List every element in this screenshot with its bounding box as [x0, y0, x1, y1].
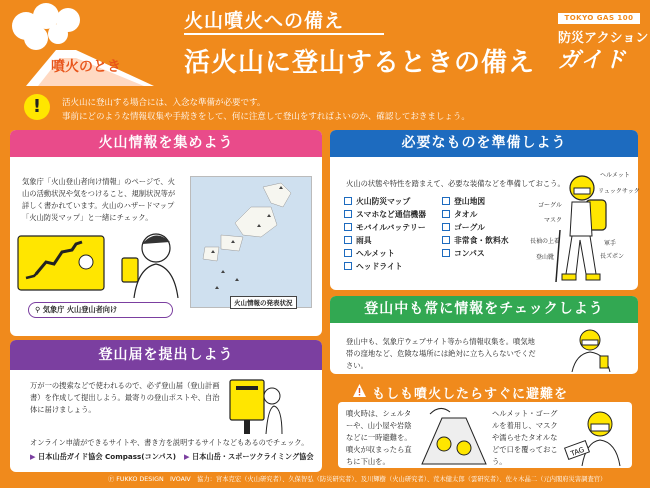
info-panel-title: 火山情報を集めよう: [10, 130, 322, 157]
japan-map-sign-illustration: [16, 232, 122, 294]
logo-mid-text: 防災アクション: [558, 31, 649, 46]
check-item[interactable]: [442, 209, 477, 220]
check-item[interactable]: [344, 248, 395, 259]
check-item-label: 非常食・飲料水: [454, 236, 509, 245]
check-item-label: スマホなど通信機器: [356, 210, 427, 219]
search-icon: ⚲: [35, 305, 43, 314]
jma-climbing-link[interactable]: [184, 452, 314, 462]
arrow-icon: ▶: [184, 452, 193, 461]
check-item[interactable]: [442, 235, 509, 246]
warning-icon: !: [24, 94, 50, 120]
jma-climbing-link-label: 日本山岳・スポーツクライミング協会: [192, 452, 314, 461]
logo-top-text: TOKYO GAS 100: [558, 13, 640, 24]
plan-online-note: オンライン申請ができるサイトや、書き方を説明するサイトなどもあるのでチェック。: [30, 438, 309, 447]
check-item[interactable]: [442, 248, 485, 259]
checkbox[interactable]: [344, 223, 352, 231]
checkbox[interactable]: [442, 210, 450, 218]
check-item-label: タオル: [454, 210, 478, 219]
eruption-panel-body-2: ヘルメット・ゴーグルを着用し、マスクや濡らせたタオルなどで口を覆っておこう。: [492, 409, 558, 466]
checkbox[interactable]: [442, 223, 450, 231]
plan-panel-body: 万が一の捜索などで使われるので、必ず登山届（登山計画書）を作成して提出しよう。最寄りの登山ポストや、自治体に届けましょう。: [30, 381, 220, 414]
gear-panel-body: 火山の状態や特性を踏まえて、必要な装備などを準備しておこう。: [346, 179, 565, 188]
person-with-phone-illustration: [108, 228, 186, 298]
volcano-info-map: [190, 176, 312, 308]
warning-triangle-icon: [352, 383, 367, 398]
sign-text: TAG: [569, 445, 586, 459]
masked-climber-illustration: [564, 404, 630, 466]
check-panel-title: 登山中も常に情報をチェックしよう: [330, 296, 638, 323]
search-pill[interactable]: [28, 302, 173, 318]
checkbox[interactable]: [344, 262, 352, 270]
check-item[interactable]: [442, 222, 485, 233]
page-title: 活火山に登山するときの備え: [184, 48, 536, 78]
checkbox[interactable]: [344, 249, 352, 257]
check-item-label: 雨具: [356, 236, 372, 245]
check-item[interactable]: [344, 209, 426, 220]
check-item[interactable]: [344, 222, 426, 233]
intro-line-1: 活火山に登山する場合には、入念な準備が必要です。: [62, 98, 266, 108]
hiker-label: 登山靴: [536, 254, 555, 261]
subtitle-underline: [184, 33, 384, 35]
check-item[interactable]: [344, 196, 410, 207]
check-item-label: 火山防災マップ: [356, 197, 411, 206]
checkbox[interactable]: [344, 210, 352, 218]
mountain-post-illustration: [222, 374, 284, 434]
checkbox[interactable]: [442, 197, 450, 205]
check-panel-body: 登山中も、気象庁ウェブサイト等から情報収集を。噴気地帯の窪地など、危険な場所には絶対に立ち入らないでください。: [346, 337, 536, 370]
checkbox[interactable]: [442, 249, 450, 257]
map-graphic: [191, 177, 313, 309]
compass-link-label: 日本山岳ガイド協会 Compass(コンパス): [38, 452, 177, 461]
info-panel-body: 気象庁「火山登山者向け情報」のページで、火山の活動状況や気をつけること、規制状況等が詳しく書かれています。火山のハザードマップ「火山防災マップ」と一緒にチェック。: [22, 177, 176, 222]
check-item-label: コンパス: [454, 249, 485, 258]
plan-panel-title: 登山届を提出しよう: [10, 340, 322, 370]
hiker-label: 長ズボン: [600, 253, 625, 260]
eruption-panel-title: もしも噴火したらすぐに避難を: [372, 387, 569, 402]
intro-line-2: 事前にどのような情報収集や手続きをして、何に注意して登山をすればよいのか、確認しておきましょう。: [62, 112, 470, 122]
checkbox[interactable]: [442, 236, 450, 244]
hiker-label: マスク: [544, 217, 563, 224]
check-item-label: ゴーグル: [454, 223, 485, 232]
header-badge: 噴火のとき: [51, 59, 121, 75]
check-item-label: 登山地図: [454, 197, 486, 206]
hiker-label: リュックサック: [598, 188, 640, 195]
gear-panel-title: 必要なものを準備しよう: [330, 130, 638, 157]
compass-link[interactable]: [30, 452, 176, 462]
check-item-label: ヘッドライト: [356, 262, 403, 271]
check-item-label: モバイルバッテリー: [356, 223, 426, 232]
arrow-icon: ▶: [30, 452, 39, 461]
hiker-label: 長袖の上着: [530, 238, 561, 245]
check-item-label: ヘルメット: [356, 249, 395, 258]
intro-text: [62, 96, 470, 124]
hiker-label: ヘルメット: [600, 172, 630, 179]
page-subtitle: 火山噴火への備え: [184, 10, 345, 32]
check-item[interactable]: [442, 196, 485, 207]
checkbox[interactable]: [344, 197, 352, 205]
logo-big-text: ガイド: [558, 48, 627, 73]
map-caption: 火山情報の発表状況: [230, 296, 297, 309]
check-item[interactable]: [344, 261, 403, 272]
hiker-label: 軍手: [604, 240, 617, 247]
footer-credit: Ⓕ FUKKO DESIGN ⅣOAⅣ 協力：宮本克宏（火山研究者）、久保智弘（防災研究者）、及川輝樹（火山研究者）、荒木健太郎（雲研究者）、佐々木晶二（元内閣府災害調査官）: [108, 476, 607, 483]
search-pill-label: 気象庁 火山登山者向け: [42, 305, 118, 314]
checkbox[interactable]: [344, 236, 352, 244]
shelter-evacuation-illustration: [420, 404, 488, 466]
climber-checking-phone-illustration: [556, 326, 626, 372]
check-item[interactable]: [344, 235, 372, 246]
eruption-panel-body-1: 噴火時は、シェルターや、山小屋や岩陰などに一時避難を。噴火が収まったら直ちに下山を。: [346, 409, 412, 466]
hiker-label: ゴーグル: [538, 202, 562, 209]
